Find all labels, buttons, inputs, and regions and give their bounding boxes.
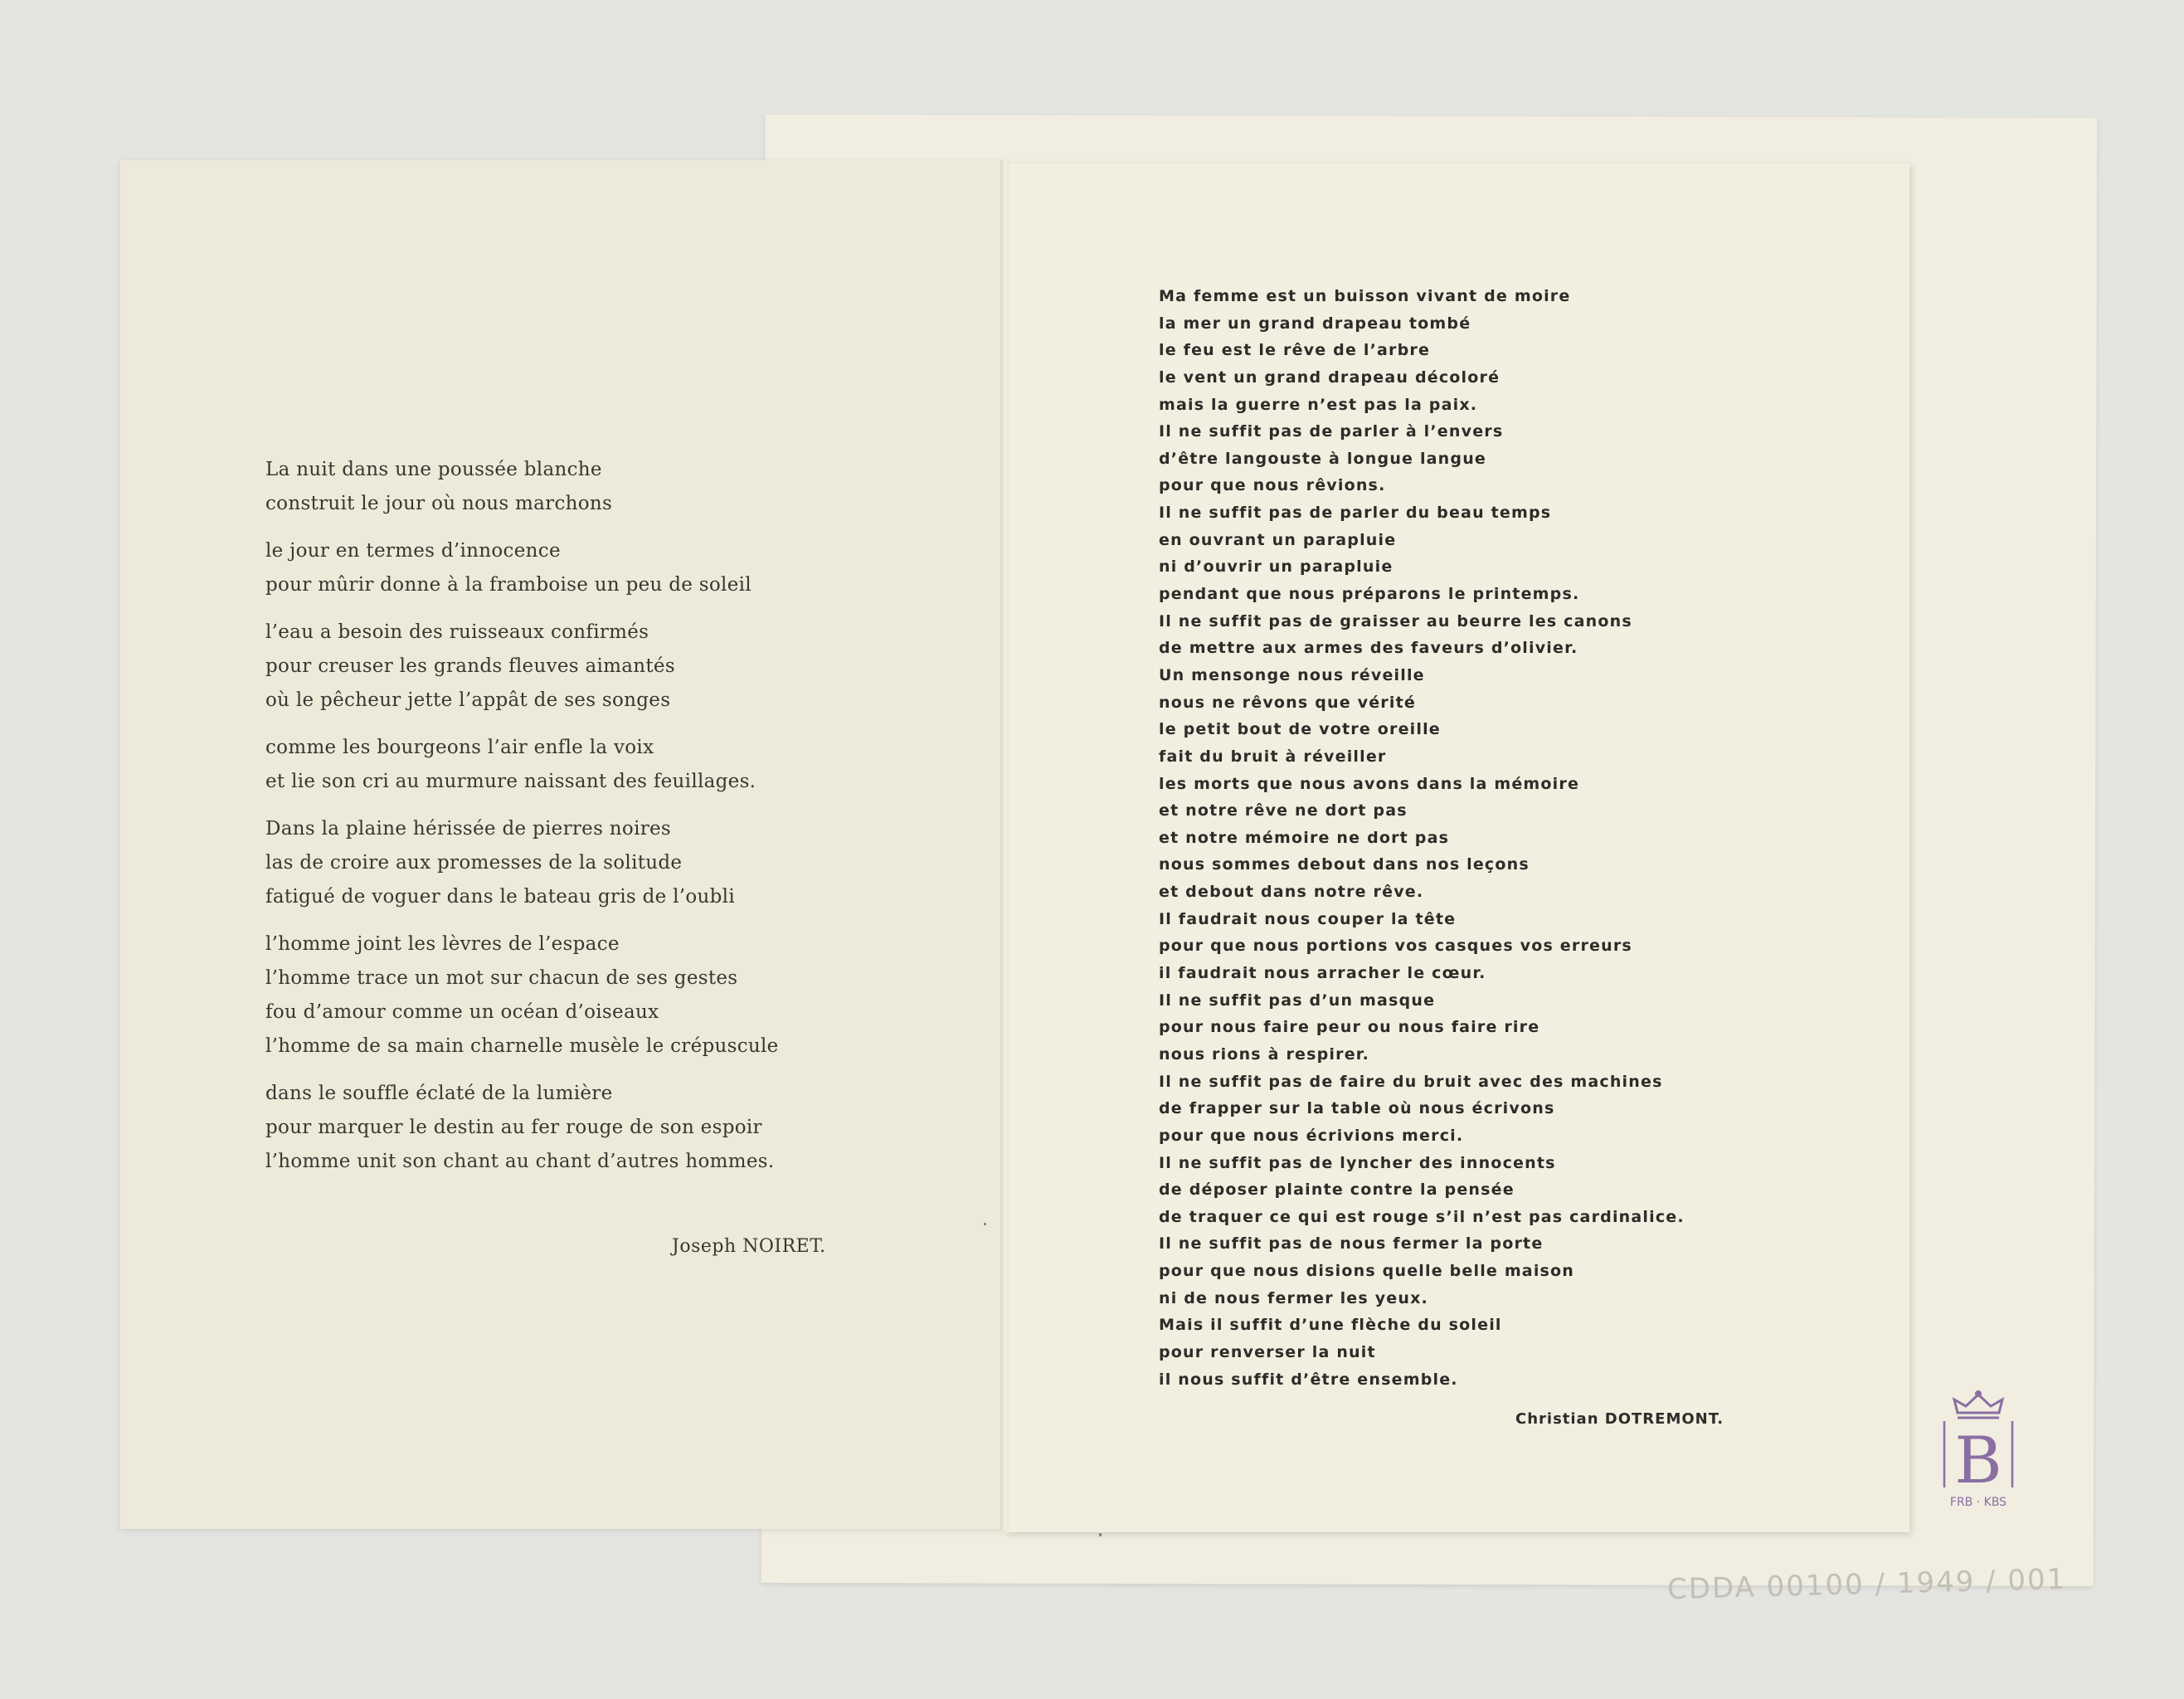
poem-line: La nuit dans une poussée blanche (265, 459, 602, 480)
poem-line: pendant que nous préparons le printemps. (1159, 585, 1580, 604)
poem-line: et notre mémoire ne dort pas (1159, 828, 1450, 847)
poem-line: pour marquer le destin au fer rouge de son espoir (265, 1117, 762, 1138)
stanza (265, 731, 779, 799)
stanza (265, 616, 779, 718)
frb-kbs-stamp (1939, 1390, 2017, 1518)
poem-line: l’homme de sa main charnelle musèle le crépuscule (265, 1035, 779, 1057)
stanza (265, 927, 779, 1064)
poem-line: Mais il suffit d’une flèche du soleil (1159, 1316, 1502, 1335)
poem-line: et notre rêve ne dort pas (1159, 801, 1408, 820)
poem-line: il faudrait nous arracher le cœur. (1159, 964, 1486, 983)
paper-speck (1099, 1533, 1102, 1536)
poem-line: pour que nous disions quelle belle maison (1159, 1262, 1575, 1281)
poem-line: Il ne suffit pas de faire du bruit avec des machines (1159, 1072, 1663, 1091)
poem-line: construit le jour où nous marchons (265, 493, 613, 514)
poem-line: Il ne suffit pas de lyncher des innocents (1159, 1153, 1556, 1172)
poem-line: de mettre aux armes des faveurs d’olivier. (1159, 639, 1578, 658)
poem-line: le jour en termes d’innocence (265, 540, 561, 562)
poem-line: fait du bruit à réveiller (1159, 747, 1387, 766)
archive-reference: CDDA 00100 / 1949 / 001 (1666, 1562, 2067, 1607)
stanza (265, 1077, 779, 1179)
stamp-caption: FRB · KBS (1949, 1496, 2007, 1509)
poem-line: pour renverser la nuit (1159, 1342, 1376, 1361)
poem-line: Ma femme est un buisson vivant de moire (1159, 287, 1571, 305)
poem-line: les morts que nous avons dans la mémoire (1159, 774, 1580, 793)
poem-line: en ouvrant un parapluie (1159, 530, 1397, 549)
poem-line: le petit bout de votre oreille (1159, 720, 1441, 739)
poem-line: pour que nous portions vos casques vos erreurs (1159, 937, 1632, 956)
poem-line: de frapper sur la table où nous écrivons (1159, 1099, 1555, 1118)
poem-line: pour que nous écrivions merci. (1159, 1126, 1464, 1145)
poem-line: et debout dans notre rêve. (1159, 883, 1424, 902)
crown-icon (1954, 1392, 2002, 1419)
poem-line: Il ne suffit pas d’un masque (1159, 991, 1436, 1010)
poem-line: nous ne rêvons que vérité (1159, 693, 1416, 712)
poem-line: las de croire aux promesses de la solitude (265, 852, 683, 874)
center-fold (1000, 160, 1009, 1531)
poem-line: pour creuser les grands fleuves aimantés (265, 655, 675, 677)
poem-line: Il ne suffit pas de parler du beau temps (1159, 504, 1552, 523)
poem-line: et lie son cri au murmure naissant des feuillages. (265, 771, 756, 792)
poem-line: mais la guerre n’est pas la paix. (1159, 395, 1478, 414)
stamp-letter: B (1954, 1424, 2002, 1498)
poem-line: Il ne suffit pas de graisser au beurre les canons (1159, 611, 1632, 630)
poem-line: de traquer ce qui est rouge s’il n’est pas cardinalice. (1159, 1207, 1685, 1226)
poem-line: l’homme trace un mot sur chacun de ses gestes (265, 967, 738, 989)
poem-line: Il ne suffit pas de parler à l’envers (1159, 422, 1504, 441)
poem-line: nous rions à respirer. (1159, 1044, 1370, 1064)
stanza (265, 534, 779, 602)
poem-line: la mer un grand drapeau tombé (1159, 314, 1471, 333)
poem-line: fou d’amour comme un océan d’oiseaux (265, 1001, 659, 1023)
paper-speck (984, 1223, 986, 1225)
poem-line: l’homme unit son chant au chant d’autres hommes. (265, 1151, 775, 1172)
poem-line: pour que nous rêvions. (1159, 476, 1386, 495)
stanza (265, 812, 779, 914)
poem-line: fatigué de voguer dans le bateau gris de l’oubli (265, 886, 735, 908)
poem-line: l’eau a besoin des ruisseaux confirmés (265, 621, 649, 643)
poem-line: il nous suffit d’être ensemble. (1159, 1370, 1458, 1389)
poem-line: où le pêcheur jette l’appât de ses songes (265, 689, 671, 711)
poem-line: pour nous faire peur ou nous faire rire (1159, 1018, 1540, 1037)
left-poem-author: Joseph NOIRET. (672, 1236, 826, 1257)
poem-line: ni d’ouvrir un parapluie (1159, 557, 1394, 577)
poem-line: le feu est le rêve de l’arbre (1159, 341, 1431, 360)
poem-line: Un mensonge nous réveille (1159, 665, 1425, 684)
stanza (265, 453, 779, 521)
poem-line: Il faudrait nous couper la tête (1159, 909, 1457, 928)
poem-line: d’être langouste à longue langue (1159, 449, 1487, 468)
poem-line: Dans la plaine hérissée de pierres noires (265, 818, 672, 840)
poem-line: l’homme joint les lèvres de l’espace (265, 933, 620, 955)
poem-line: le vent un grand drapeau décoloré (1159, 368, 1501, 387)
poem-line: comme les bourgeons l’air enfle la voix (265, 737, 654, 758)
right-poem-author: Christian DOTREMONT. (1515, 1410, 1724, 1428)
poem-line: nous sommes debout dans nos leçons (1159, 855, 1530, 874)
poem-line: Il ne suffit pas de nous fermer la porte (1159, 1234, 1544, 1254)
poem-line: ni de nous fermer les yeux. (1159, 1288, 1428, 1307)
poem-line: pour mûrir donne à la framboise un peu de soleil (265, 574, 752, 596)
poem-line: de déposer plainte contre la pensée (1159, 1181, 1515, 1200)
right-poem (1159, 283, 1685, 1393)
poem-line: dans le souffle éclaté de la lumière (265, 1083, 613, 1104)
left-poem (265, 453, 779, 1192)
